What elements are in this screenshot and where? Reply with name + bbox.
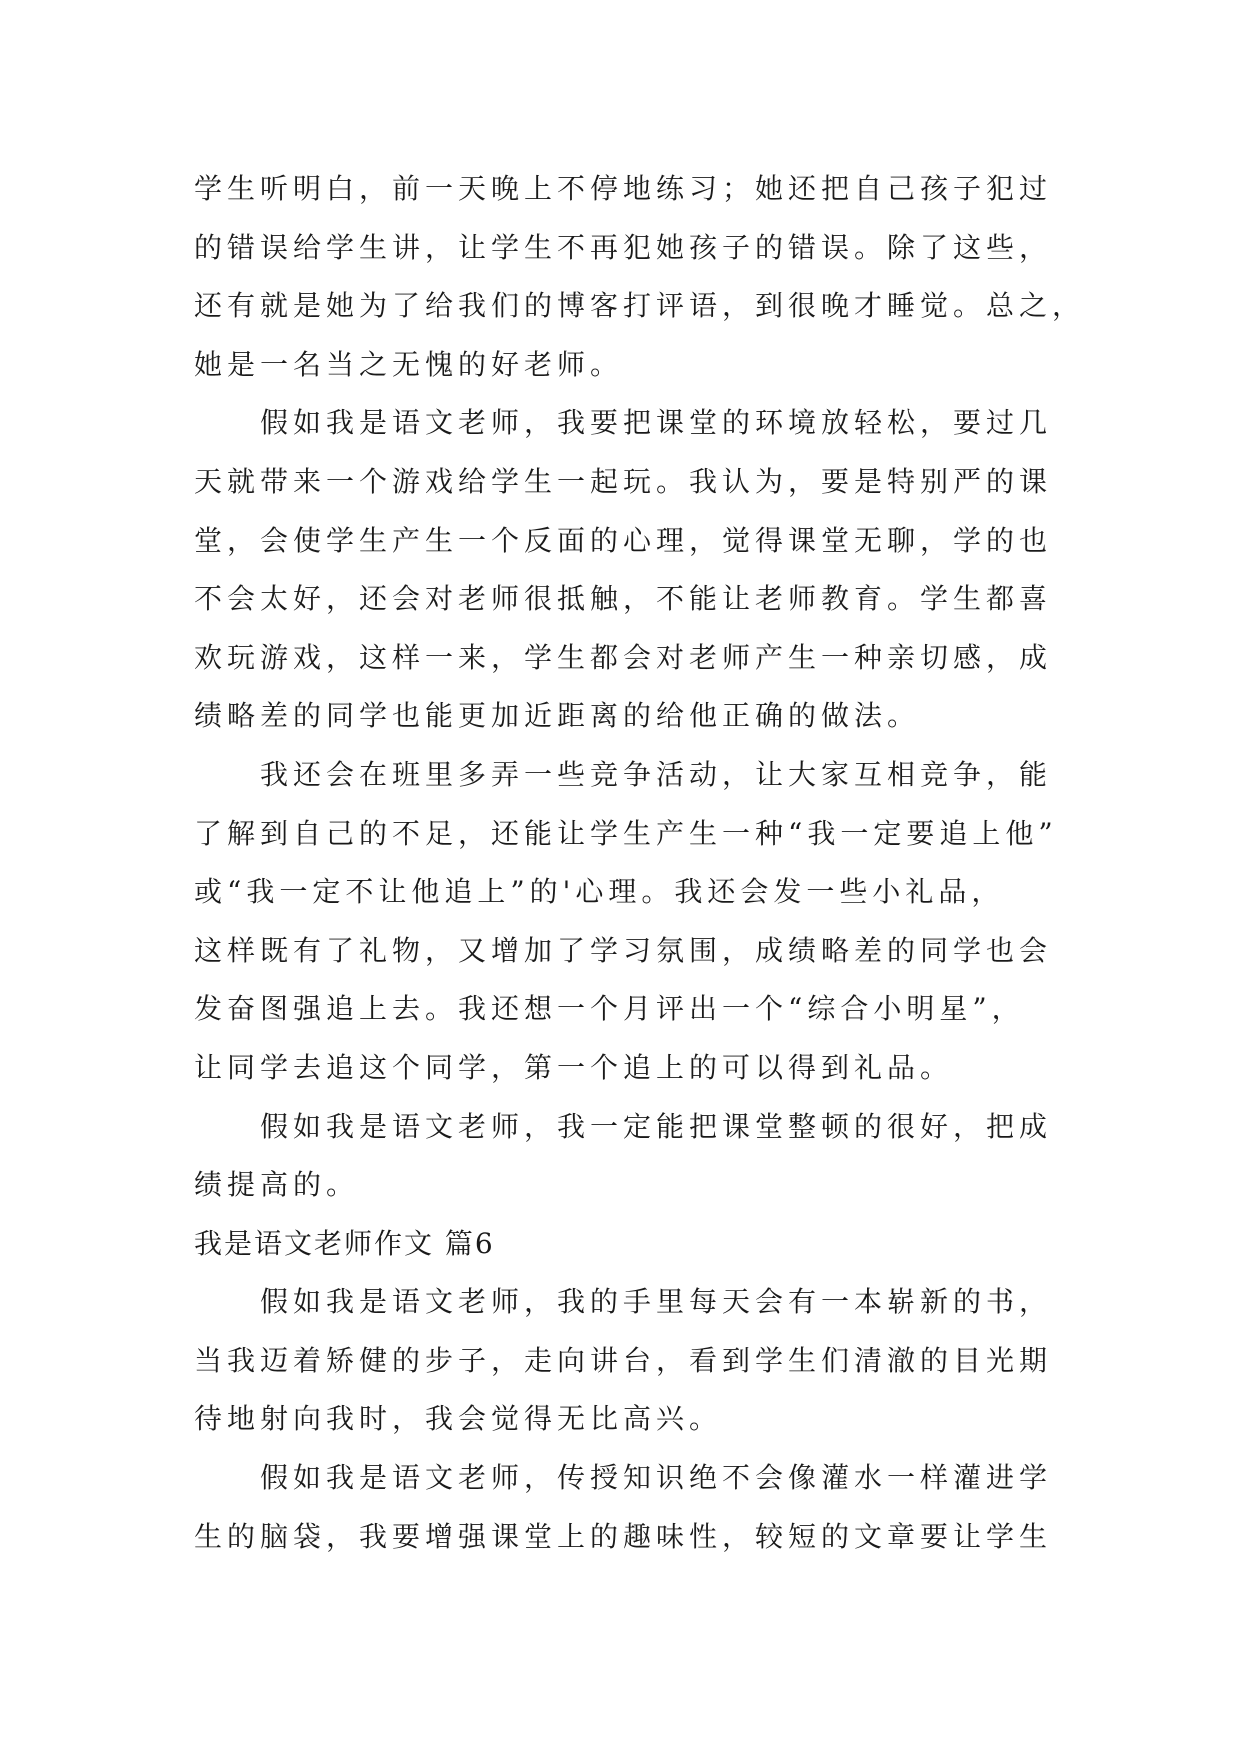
text-line: 当我迈着矫健的步子，走向讲台，看到学生们清澈的目光期	[194, 1343, 1053, 1377]
text-line: 我还会在班里多弄一些竞争活动，让大家互相竞争，能	[260, 757, 1053, 791]
text-line: 欢玩游戏，这样一来，学生都会对老师产生一种亲切感，成	[194, 640, 1053, 674]
text-line: 绩略差的同学也能更加近距离的给他正确的做法。	[194, 699, 921, 733]
text-line: 或“我一定不让他追上”的'心理。我还会发一些小礼品，	[194, 875, 1005, 909]
text-line: 假如我是语文老师，传授知识绝不会像灌水一样灌进学	[260, 1461, 1053, 1495]
text-line: 了解到自己的不足，还能让学生产生一种“我一定要追上他”	[194, 816, 1058, 850]
section-heading: 我是语文老师作文 篇6	[194, 1226, 495, 1260]
text-line: 还有就是她为了给我们的博客打评语，到很晚才睡觉。总之，	[194, 289, 1086, 323]
paragraph	[194, 160, 1094, 394]
text-line: 绩提高的。	[194, 1168, 360, 1202]
document-body	[194, 160, 1094, 1566]
text-line: 假如我是语文老师，我要把课堂的环境放轻松，要过几	[260, 406, 1053, 440]
text-line: 发奋图强追上去。我还想一个月评出一个“综合小明星”，	[194, 992, 1025, 1026]
paragraph	[194, 1098, 1094, 1215]
paragraph	[194, 1273, 1094, 1449]
text-line: 生的脑袋，我要增强课堂上的趣味性，较短的文章要让学生	[194, 1519, 1053, 1553]
text-line: 的错误给学生讲，让学生不再犯她孩子的错误。除了这些，	[194, 230, 1053, 264]
paragraph	[194, 746, 1094, 1098]
text-line: 假如我是语文老师，我一定能把课堂整顿的很好，把成	[260, 1109, 1053, 1143]
text-line: 让同学去追这个同学，第一个追上的可以得到礼品。	[194, 1050, 954, 1084]
text-line: 这样既有了礼物，又增加了学习氛围，成绩略差的同学也会	[194, 933, 1053, 967]
text-line: 堂，会使学生产生一个反面的心理，觉得课堂无聊，学的也	[194, 523, 1053, 557]
text-line: 不会太好，还会对老师很抵触，不能让老师教育。学生都喜	[194, 582, 1053, 616]
paragraph	[194, 394, 1094, 746]
paragraph	[194, 1449, 1094, 1566]
text-line: 她是一名当之无愧的好老师。	[194, 347, 624, 381]
text-line: 学生听明白，前一天晚上不停地练习；她还把自己孩子犯过	[194, 172, 1053, 205]
text-line: 待地射向我时，我会觉得无比高兴。	[194, 1402, 723, 1436]
text-line: 假如我是语文老师，我的手里每天会有一本崭新的书，	[260, 1285, 1053, 1319]
text-line: 天就带来一个游戏给学生一起玩。我认为，要是特别严的课	[194, 464, 1053, 498]
